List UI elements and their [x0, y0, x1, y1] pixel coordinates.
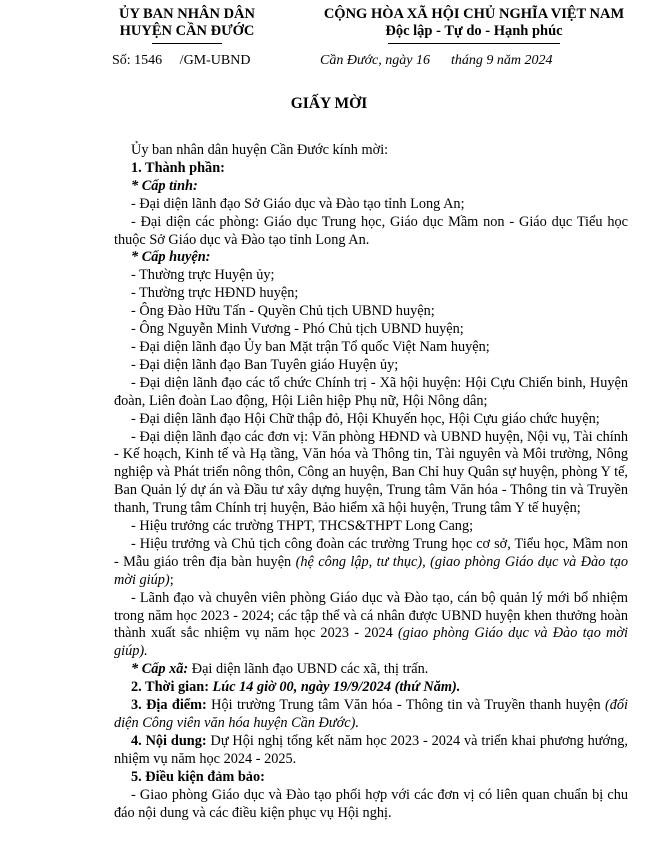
document-title: GIẤY MỜI — [290, 95, 368, 112]
district-item: - Ông Đào Hữu Tấn - Quyền Chủ tịch UBND huyện; — [131, 303, 435, 320]
district-item: - Hiệu trưởng các trường THPT, THCS&THPT Long Cang; — [131, 518, 474, 535]
principals-end: ; — [169, 571, 174, 588]
section-4 — [114, 733, 628, 769]
nation-name: CỘNG HÒA XÃ HỘI CHỦ NGHĨA VIỆT NAM — [323, 6, 625, 22]
district-item: - Đại diện lãnh đạo Hội Chữ thập đỏ, Hội Khuyến học, Hội Cựu giáo chức huyện; — [131, 410, 600, 427]
section-2 — [114, 679, 628, 697]
section-1-heading: 1. Thành phần: — [131, 159, 225, 176]
meeting-content: Dự Hội nghị tổng kết năm học 2023 - 2024 và triển khai phương hướng, nhiệm vụ năm học 2024 - 2025. — [114, 732, 628, 767]
meeting-venue: Hội trường Trung tâm Văn hóa - Thông tin và Truyền thanh huyện — [206, 697, 605, 714]
district-item: - Đại diện lãnh đạo các đơn vị: Văn phòng HĐND và UBND huyện, Nội vụ, Tài chính - Kế hoạch, Kinh tế và Hạ tầng, Văn hóa và Thông tin, Tài nguyên và Môi trường, Nông nghiệp và Phát triển nông thôn, Công an huyện, Ban Chỉ huy Quân sự huyện, phòng Y tế, Ban Quản lý dự án và Đầu tư xây dựng huyện, Trung tâm Văn hóa - Thông tin và Truyền thanh, Trung tâm Chính trị huyện, Bảo hiểm xã hội huyện, Trung tâm Y tế huyện; — [114, 428, 628, 517]
province-heading: * Cấp tỉnh: — [131, 177, 198, 194]
section-4-label: 4. Nội dung: — [131, 732, 207, 749]
commune-heading: * Cấp xã: — [131, 661, 189, 678]
intro-text: Ủy ban nhân dân huyện Cần Đước kính mời: — [131, 142, 389, 158]
authority-underline — [152, 43, 222, 44]
district-item: - Thường trực HĐND huyện; — [131, 285, 299, 302]
principals-item — [114, 536, 628, 590]
district-item: - Đại diện lãnh đạo Ban Tuyên giáo Huyện ủy; — [131, 356, 399, 373]
document-body — [114, 142, 628, 822]
authority-line-2: HUYỆN CẦN ĐƯỚC — [119, 23, 255, 39]
district-item: - Ông Nguyễn Minh Vương - Phó Chủ tịch UBND huyện; — [131, 321, 464, 338]
principals-text: - Hiệu trưởng và Chủ tịch công đoàn các trường Trung học cơ sở, Tiểu học, Mầm non - Mẫu giáo trên địa bàn huyện — [114, 535, 628, 570]
province-item: - Đại diện các phòng: Giáo dục Trung học, Giáo dục Mầm non - Giáo dục Tiểu học thuộc Sở Giáo dục và Đào tạo tỉnh Long An. — [114, 213, 628, 248]
staff-item — [114, 590, 628, 662]
motto-underline — [388, 43, 560, 44]
section-5-item: - Giao phòng Giáo dục và Đào tạo phối hợp với các đơn vị có liên quan chuẩn bị chu đáo nội dung và các điều kiện phục vụ Hội nghị. — [114, 786, 628, 821]
province-item: - Đại diện lãnh đạo Sở Giáo dục và Đào tạo tỉnh Long An; — [131, 195, 465, 212]
section-2-label: 2. Thời gian: — [131, 679, 209, 696]
venue-note: (đối diện Công viên văn hóa huyện Cần Đước). — [114, 697, 628, 731]
principals-note: (hệ công lập, tư thục), (giao phòng Giáo dục và Đào tạo mời giúp) — [114, 553, 628, 588]
section-3-label: 3. Địa điểm: — [131, 697, 207, 714]
staff-text: - Lãnh đạo và chuyên viên phòng Giáo dục và Đào tạo, cán bộ quản lý mới bổ nhiệm trong năm học 2023 - 2024; các tập thể và cá nhân được UBND huyện khen thưởng hoàn thành xuất sắc nhiệm vụ năm học 2023 - 2024 — [114, 589, 628, 642]
section-3 — [114, 697, 628, 733]
issuing-authority — [80, 6, 294, 40]
national-motto — [290, 6, 658, 40]
district-item: - Đại diện lãnh đạo Ủy ban Mặt trận Tổ quốc Việt Nam huyện; — [131, 338, 490, 355]
district-heading: * Cấp huyện: — [131, 249, 211, 266]
section-5-heading: 5. Điều kiện đảm bảo: — [131, 768, 265, 785]
document-date: Cần Đước, ngày 16 tháng 9 năm 2024 — [320, 53, 553, 68]
document-number: Số: 1546 /GM-UBND — [112, 53, 251, 68]
motto: Độc lập - Tự do - Hạnh phúc — [385, 23, 563, 39]
authority-line-1: ỦY BAN NHÂN DÂN — [118, 6, 255, 22]
meeting-time: Lúc 14 giờ 00, ngày 19/9/2024 (thứ Năm). — [208, 679, 461, 696]
district-item: - Thường trực Huyện ủy; — [131, 267, 275, 284]
commune-text: Đại diện lãnh đạo UBND các xã, thị trấn. — [188, 661, 429, 678]
district-item: - Đại diện lãnh đạo các tổ chức Chính trị - Xã hội huyện: Hội Cựu Chiến binh, Huyện đoàn, Liên đoàn Lao động, Hội Liên hiệp Phụ nữ, Hội Nông dân; — [114, 374, 628, 409]
staff-note: (giao phòng Giáo dục và Đào tạo mời giúp). — [114, 625, 628, 660]
commune-item — [114, 661, 628, 679]
